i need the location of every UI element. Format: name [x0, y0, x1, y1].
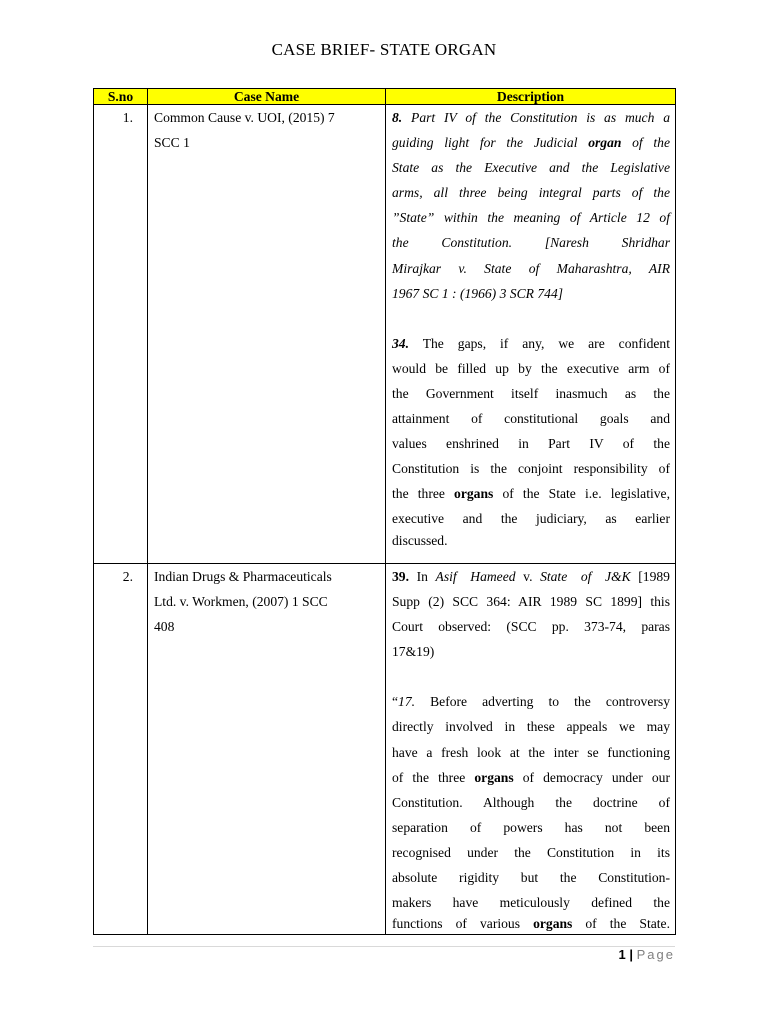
case-name-line: Indian Drugs & Pharmaceuticals [154, 569, 332, 584]
header-sno: S.no [94, 89, 148, 105]
header-case-name: Case Name [148, 89, 386, 105]
desc-text: of the three [392, 769, 475, 785]
table-row [94, 105, 676, 564]
table-row [94, 564, 676, 935]
para-number: 17. [398, 694, 416, 710]
table-header-row [94, 89, 676, 105]
description-para-2 [392, 331, 670, 550]
desc-line: the Government itself inasmuch as the [392, 385, 670, 401]
desc-line: have a fresh look at the inter se functioning [392, 744, 670, 760]
desc-text: of the State. [572, 916, 670, 932]
desc-line: Court observed: (SCC pp. 373-74, paras [392, 619, 670, 635]
desc-line [392, 180, 670, 205]
desc-line [392, 765, 670, 790]
quote-mark: “ [392, 694, 399, 710]
case-name-line: Common Cause v. UOI, (2015) 7 [154, 110, 335, 125]
case-citation: State of J&K [540, 569, 631, 584]
desc-text: of democracy under our [513, 769, 670, 785]
desc-line [392, 256, 670, 281]
bold-keyword: organs [454, 486, 494, 502]
page-footer [619, 947, 676, 962]
row-description [386, 105, 676, 564]
desc-line: recognised under the Constitution in its [392, 844, 670, 860]
description-para-1 [392, 105, 670, 306]
page-separator: | [629, 947, 633, 962]
desc-text: of the State i.e. legislative, [493, 486, 670, 502]
case-name-line: 408 [154, 619, 175, 634]
case-name-line: Ltd. v. Workmen, (2007) 1 SCC [154, 594, 328, 609]
bold-keyword: organs [474, 769, 514, 785]
desc-line: values enshrined in Part IV of the [392, 436, 670, 452]
desc-text: guiding light for the Judicial [392, 135, 589, 151]
desc-line: attainment of constitutional goals and [392, 411, 670, 427]
row-case-name [148, 564, 386, 935]
desc-line: absolute rigidity but the Constitution- [392, 870, 670, 886]
desc-line [392, 915, 670, 933]
desc-text: Mirajkar v. State of Maharashtra, AIR [392, 260, 670, 276]
row-description [386, 564, 676, 935]
row-sno: 1. [94, 105, 148, 564]
desc-text: arms, all three being integral parts of the [392, 185, 670, 201]
desc-text: Before adverting to the controversy [430, 694, 670, 710]
description-para-1 [392, 564, 670, 664]
case-name-line: SCC 1 [154, 135, 190, 150]
desc-line [392, 130, 670, 155]
row-sno: 2. [94, 564, 148, 935]
footer-rule [93, 946, 675, 947]
desc-text: the Constitution. [Naresh Shridhar [392, 235, 670, 251]
desc-line: would be filled up by the executive arm of [392, 360, 670, 376]
bold-keyword: organs [533, 916, 573, 932]
desc-text: the three [392, 486, 455, 502]
desc-line [392, 205, 670, 230]
para-number: 8. [392, 110, 403, 125]
para-number: 39. [392, 569, 409, 584]
bold-keyword: organ [588, 135, 622, 151]
desc-line: 17&19) [392, 644, 435, 660]
desc-line: Constitution is the conjoint responsibility of [392, 461, 670, 477]
desc-line: Supp (2) SCC 364: AIR 1989 SC 1899] this [392, 594, 670, 610]
case-citation: Asif Hameed [435, 569, 516, 584]
document-title: CASE BRIEF- STATE ORGAN [271, 40, 497, 59]
desc-line: executive and the judiciary, as earlier [392, 511, 670, 527]
desc-text: functions of various [392, 916, 534, 932]
desc-text: State as the Executive and the Legislative [392, 160, 670, 176]
case-table [93, 88, 676, 935]
desc-line: separation of powers has not been [392, 819, 670, 835]
desc-line: directly involved in these appeals we may [392, 719, 670, 735]
desc-text: In [416, 569, 428, 584]
desc-text: v. [523, 569, 533, 584]
desc-text: 1967 SC 1 : (1966) 3 SCR 744] [392, 285, 564, 301]
desc-line [392, 481, 670, 506]
desc-text: The gaps, if any, we are confident [422, 335, 670, 351]
row-case-name [148, 105, 386, 564]
desc-line [392, 230, 670, 255]
desc-line: makers have meticulously defined the [392, 895, 670, 911]
desc-line [392, 689, 670, 714]
desc-line [392, 155, 670, 180]
para-number: 34. [392, 335, 409, 351]
desc-text: Part IV of the Constitution is as much a [411, 110, 670, 125]
desc-text: of the [621, 135, 671, 151]
desc-line: discussed. [392, 532, 448, 548]
desc-text: ”State” within the meaning of Article 12 of [392, 210, 670, 226]
header-description: Description [386, 89, 676, 105]
desc-line: Constitution. Although the doctrine of [392, 794, 670, 810]
desc-line [392, 105, 670, 130]
page-number: 1 [618, 947, 626, 962]
desc-line [392, 281, 670, 306]
page-label: Page [636, 947, 675, 962]
desc-line [392, 331, 670, 356]
description-para-2 [392, 689, 670, 933]
desc-line [392, 564, 670, 589]
desc-text: [1989 [638, 569, 670, 584]
